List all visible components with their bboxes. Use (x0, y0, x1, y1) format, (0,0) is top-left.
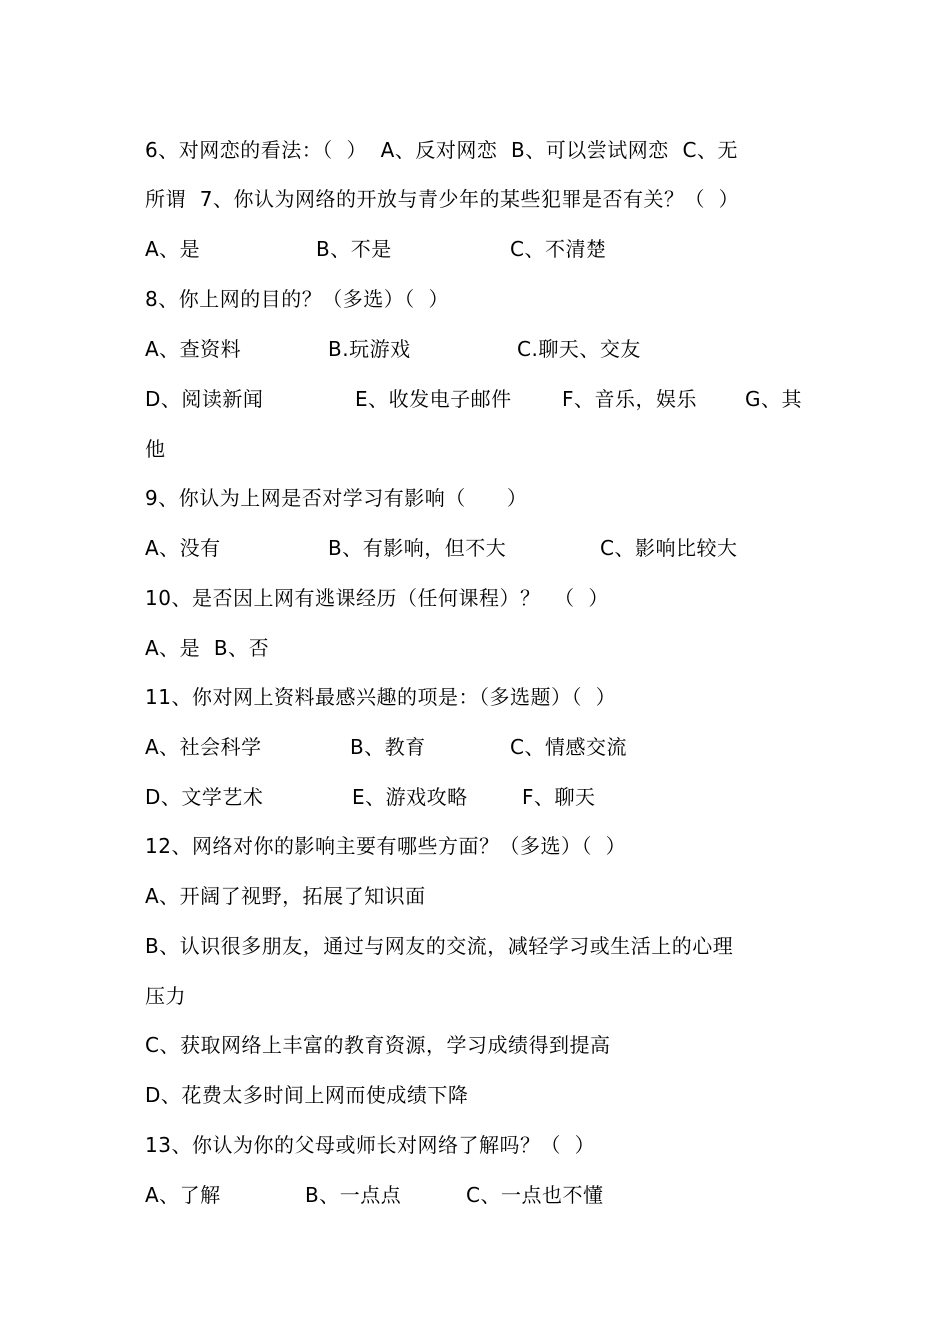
q8-option-c: C.聊天、交友 (517, 337, 641, 361)
q12-option-b-continued: 压力 (145, 984, 186, 1008)
q11-option-f: F、聊天 (522, 785, 596, 809)
question-9: 9、你认为上网是否对学习有影响（ ） (145, 486, 528, 510)
q8-option-d: D、阅读新闻 (145, 387, 264, 411)
q10-options: A、是 B、否 (145, 636, 270, 660)
question-10: 10、是否因上网有逃课经历（任何课程）？ （ ） (145, 586, 609, 610)
question-8: 8、你上网的目的？（多选）（ ） (145, 287, 449, 311)
q11-option-e: E、游戏攻略 (352, 785, 468, 809)
q9-option-c: C、影响比较大 (600, 536, 738, 560)
question-11: 11、你对网上资料最感兴趣的项是：（多选题）（ ） (145, 685, 617, 709)
q11-option-b: B、教育 (350, 735, 426, 759)
q13-option-a: A、了解 (145, 1183, 221, 1207)
question-13: 13、你认为你的父母或师长对网络了解吗？（ ） (145, 1133, 596, 1157)
q8-option-b: B.玩游戏 (328, 337, 411, 361)
question-7-line: 所谓 7、你认为网络的开放与青少年的某些犯罪是否有关？（ ） (145, 187, 740, 211)
q7-option-b: B、不是 (316, 237, 392, 261)
q12-option-b: B、认识很多朋友，通过与网友的交流，减轻学习或生活上的心理 (145, 934, 734, 958)
question-6-line: 6、对网恋的看法：（ ） A、反对网恋 B、可以尝试网恋 C、无 (145, 138, 738, 162)
q9-option-a: A、没有 (145, 536, 221, 560)
q8-option-a: A、查资料 (145, 337, 242, 361)
q8-option-g-continued: 他 (145, 437, 166, 461)
q11-option-c: C、情感交流 (510, 735, 627, 759)
q8-option-g: G、其 (745, 387, 802, 411)
q11-option-d: D、文学艺术 (145, 785, 264, 809)
question-12: 12、网络对你的影响主要有哪些方面？（多选）（ ） (145, 834, 627, 858)
q7-option-a: A、是 (145, 237, 201, 261)
q12-option-d: D、花费太多时间上网而使成绩下降 (145, 1083, 469, 1107)
q12-option-c: C、获取网络上丰富的教育资源，学习成绩得到提高 (145, 1033, 611, 1057)
q12-option-a: A、开阔了视野，拓展了知识面 (145, 884, 426, 908)
q7-option-c: C、不清楚 (510, 237, 607, 261)
q11-option-a: A、社会科学 (145, 735, 262, 759)
q13-option-c: C、一点也不懂 (466, 1183, 604, 1207)
q8-option-f: F、音乐，娱乐 (562, 387, 698, 411)
q9-option-b: B、有影响，但不大 (328, 536, 507, 560)
q13-option-b: B、一点点 (305, 1183, 402, 1207)
q8-option-e: E、收发电子邮件 (355, 387, 512, 411)
